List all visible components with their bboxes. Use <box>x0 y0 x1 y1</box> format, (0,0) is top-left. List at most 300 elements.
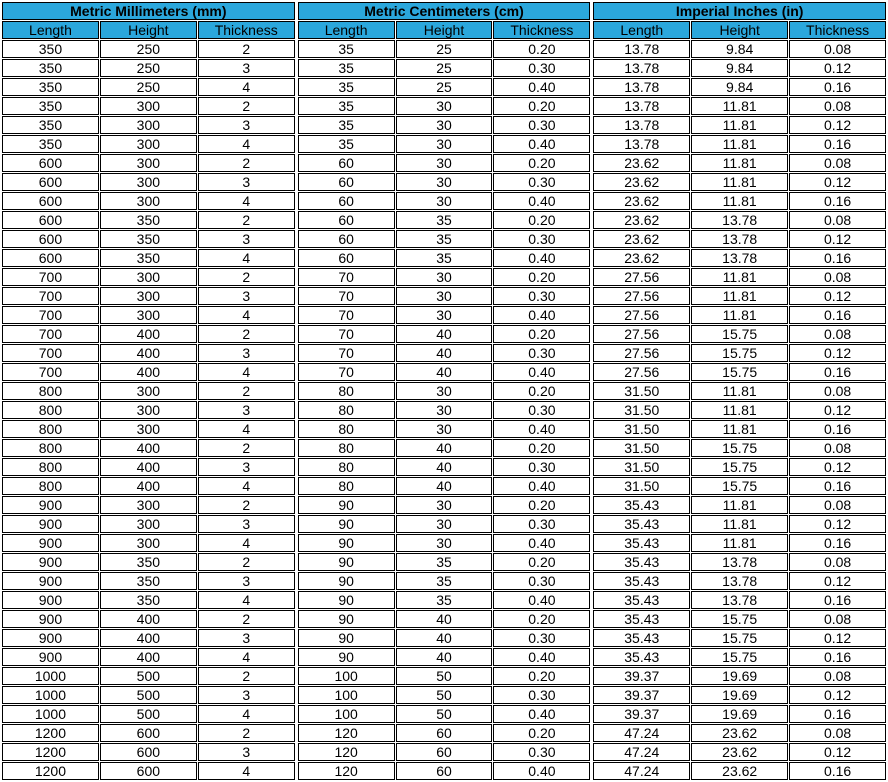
cell-height: 30 <box>396 116 493 134</box>
table-group-metric-mm <box>1 1 296 781</box>
cell-height: 11.81 <box>691 496 788 514</box>
cell-length: 60 <box>298 211 395 229</box>
cell-thickness: 0.20 <box>493 439 590 457</box>
cell-thickness: 3 <box>198 173 295 191</box>
cell-height: 50 <box>396 667 493 685</box>
cell-height: 600 <box>100 743 197 761</box>
group-title-row <box>2 2 295 20</box>
cell-thickness: 0.16 <box>789 306 886 324</box>
cell-length: 600 <box>2 192 99 210</box>
cell-thickness: 0.20 <box>493 211 590 229</box>
table-row <box>593 686 886 704</box>
cell-length: 27.56 <box>593 287 690 305</box>
cell-thickness: 2 <box>198 496 295 514</box>
cell-thickness: 2 <box>198 667 295 685</box>
cell-length: 70 <box>298 287 395 305</box>
cell-length: 700 <box>2 306 99 324</box>
cell-height: 30 <box>396 515 493 533</box>
cell-length: 27.56 <box>593 306 690 324</box>
table-row <box>2 420 295 438</box>
cell-height: 13.78 <box>691 249 788 267</box>
table-row <box>298 59 591 77</box>
table-row <box>298 287 591 305</box>
table-row <box>2 667 295 685</box>
table-row <box>2 705 295 723</box>
cell-height: 50 <box>396 686 493 704</box>
cell-height: 9.84 <box>691 59 788 77</box>
table-row <box>298 249 591 267</box>
cell-height: 400 <box>100 458 197 476</box>
cell-thickness: 0.12 <box>789 287 886 305</box>
cell-thickness: 0.12 <box>789 116 886 134</box>
column-header-length: Length <box>2 21 99 39</box>
table-row <box>593 496 886 514</box>
cell-height: 30 <box>396 382 493 400</box>
cell-height: 19.69 <box>691 705 788 723</box>
cell-height: 30 <box>396 401 493 419</box>
cell-thickness: 0.08 <box>789 439 886 457</box>
column-header-row <box>593 21 886 39</box>
cell-length: 31.50 <box>593 458 690 476</box>
cell-length: 100 <box>298 667 395 685</box>
cell-height: 400 <box>100 648 197 666</box>
cell-thickness: 0.20 <box>493 610 590 628</box>
cell-thickness: 0.30 <box>493 458 590 476</box>
cell-thickness: 0.20 <box>493 667 590 685</box>
cell-length: 100 <box>298 705 395 723</box>
table-row <box>298 591 591 609</box>
table-row <box>593 116 886 134</box>
cell-thickness: 3 <box>198 629 295 647</box>
cell-length: 800 <box>2 401 99 419</box>
cell-thickness: 0.08 <box>789 268 886 286</box>
cell-height: 300 <box>100 496 197 514</box>
cell-thickness: 0.08 <box>789 724 886 742</box>
cell-thickness: 0.16 <box>789 135 886 153</box>
cell-height: 40 <box>396 458 493 476</box>
cell-thickness: 0.30 <box>493 629 590 647</box>
table-row <box>2 629 295 647</box>
table-row <box>298 572 591 590</box>
table-row <box>2 249 295 267</box>
cell-length: 700 <box>2 268 99 286</box>
table-row <box>298 724 591 742</box>
cell-length: 27.56 <box>593 325 690 343</box>
cell-length: 35 <box>298 40 395 58</box>
cell-height: 25 <box>396 40 493 58</box>
table-row <box>298 496 591 514</box>
table-row <box>298 534 591 552</box>
cell-height: 11.81 <box>691 173 788 191</box>
cell-height: 35 <box>396 572 493 590</box>
cell-thickness: 0.12 <box>789 629 886 647</box>
table-row <box>2 496 295 514</box>
cell-height: 9.84 <box>691 78 788 96</box>
table-row <box>298 420 591 438</box>
cell-length: 47.24 <box>593 724 690 742</box>
cell-length: 31.50 <box>593 439 690 457</box>
cell-height: 13.78 <box>691 211 788 229</box>
column-header-height: Height <box>396 21 493 39</box>
cell-length: 27.56 <box>593 363 690 381</box>
cell-height: 50 <box>396 705 493 723</box>
cell-height: 250 <box>100 40 197 58</box>
cell-thickness: 0.30 <box>493 116 590 134</box>
column-header-height: Height <box>691 21 788 39</box>
table-row <box>593 553 886 571</box>
cell-thickness: 0.40 <box>493 363 590 381</box>
cell-height: 30 <box>396 154 493 172</box>
table-row <box>593 420 886 438</box>
cell-length: 90 <box>298 629 395 647</box>
cell-length: 350 <box>2 40 99 58</box>
table-row <box>298 211 591 229</box>
cell-height: 30 <box>396 306 493 324</box>
cell-height: 40 <box>396 325 493 343</box>
cell-length: 70 <box>298 325 395 343</box>
cell-length: 1000 <box>2 686 99 704</box>
group-title-cm: Metric Centimeters (cm) <box>298 2 591 20</box>
table-row <box>593 268 886 286</box>
cell-thickness: 0.30 <box>493 572 590 590</box>
cell-thickness: 4 <box>198 363 295 381</box>
cell-height: 13.78 <box>691 591 788 609</box>
cell-length: 120 <box>298 724 395 742</box>
table-row <box>2 724 295 742</box>
table-row <box>298 686 591 704</box>
cell-length: 35.43 <box>593 515 690 533</box>
cell-length: 60 <box>298 173 395 191</box>
table-row <box>2 287 295 305</box>
cell-height: 11.81 <box>691 154 788 172</box>
cell-thickness: 0.16 <box>789 249 886 267</box>
table-row <box>2 154 295 172</box>
table-row <box>2 268 295 286</box>
cell-length: 90 <box>298 534 395 552</box>
cell-height: 300 <box>100 401 197 419</box>
cell-thickness: 0.30 <box>493 230 590 248</box>
table-row <box>593 40 886 58</box>
cell-thickness: 3 <box>198 59 295 77</box>
cell-length: 70 <box>298 344 395 362</box>
table-row <box>298 306 591 324</box>
cell-length: 1200 <box>2 762 99 780</box>
cell-height: 15.75 <box>691 363 788 381</box>
cell-thickness: 0.08 <box>789 667 886 685</box>
cell-length: 80 <box>298 401 395 419</box>
column-header-length: Length <box>593 21 690 39</box>
cell-height: 13.78 <box>691 230 788 248</box>
cell-height: 15.75 <box>691 458 788 476</box>
cell-thickness: 3 <box>198 743 295 761</box>
cell-length: 31.50 <box>593 477 690 495</box>
cell-thickness: 0.20 <box>493 382 590 400</box>
table-row <box>2 401 295 419</box>
cell-thickness: 0.16 <box>789 705 886 723</box>
table-row <box>593 534 886 552</box>
cell-length: 13.78 <box>593 78 690 96</box>
cell-thickness: 0.20 <box>493 154 590 172</box>
cell-height: 9.84 <box>691 40 788 58</box>
table-row <box>298 762 591 780</box>
cell-thickness: 0.08 <box>789 553 886 571</box>
cell-thickness: 0.08 <box>789 154 886 172</box>
cell-length: 60 <box>298 230 395 248</box>
cell-thickness: 2 <box>198 97 295 115</box>
table-row <box>593 192 886 210</box>
cell-thickness: 4 <box>198 591 295 609</box>
cell-thickness: 4 <box>198 420 295 438</box>
table-row <box>298 173 591 191</box>
cell-thickness: 0.40 <box>493 420 590 438</box>
cell-thickness: 3 <box>198 686 295 704</box>
cell-height: 15.75 <box>691 648 788 666</box>
cell-length: 35.43 <box>593 610 690 628</box>
table-row <box>298 743 591 761</box>
cell-thickness: 0.16 <box>789 591 886 609</box>
cell-height: 30 <box>396 192 493 210</box>
cell-thickness: 2 <box>198 553 295 571</box>
cell-length: 600 <box>2 211 99 229</box>
cell-height: 23.62 <box>691 762 788 780</box>
table-row <box>593 154 886 172</box>
cell-thickness: 0.40 <box>493 306 590 324</box>
table-row <box>593 344 886 362</box>
cell-height: 350 <box>100 591 197 609</box>
cell-thickness: 0.16 <box>789 420 886 438</box>
cell-length: 23.62 <box>593 192 690 210</box>
cell-thickness: 0.12 <box>789 59 886 77</box>
table-row <box>593 211 886 229</box>
cell-length: 600 <box>2 230 99 248</box>
cell-height: 300 <box>100 534 197 552</box>
cell-length: 60 <box>298 154 395 172</box>
cell-thickness: 0.40 <box>493 534 590 552</box>
cell-length: 13.78 <box>593 40 690 58</box>
table-row <box>593 173 886 191</box>
cell-thickness: 2 <box>198 40 295 58</box>
cell-length: 23.62 <box>593 230 690 248</box>
table-row <box>2 553 295 571</box>
cell-thickness: 0.40 <box>493 705 590 723</box>
cell-length: 80 <box>298 458 395 476</box>
cell-length: 47.24 <box>593 762 690 780</box>
cell-length: 80 <box>298 477 395 495</box>
cell-length: 120 <box>298 743 395 761</box>
cell-thickness: 0.16 <box>789 534 886 552</box>
cell-length: 35 <box>298 97 395 115</box>
cell-length: 1200 <box>2 743 99 761</box>
cell-height: 25 <box>396 78 493 96</box>
cell-length: 900 <box>2 648 99 666</box>
table-row <box>298 363 591 381</box>
cell-height: 300 <box>100 515 197 533</box>
table-row <box>2 306 295 324</box>
cell-thickness: 4 <box>198 306 295 324</box>
table-row <box>298 705 591 723</box>
cell-thickness: 0.16 <box>789 192 886 210</box>
cell-length: 800 <box>2 382 99 400</box>
cell-thickness: 0.40 <box>493 648 590 666</box>
cell-height: 300 <box>100 192 197 210</box>
table-row <box>298 192 591 210</box>
cell-thickness: 3 <box>198 116 295 134</box>
table-row <box>2 78 295 96</box>
cell-height: 400 <box>100 439 197 457</box>
table-row <box>2 116 295 134</box>
cell-height: 11.81 <box>691 420 788 438</box>
cell-length: 35.43 <box>593 591 690 609</box>
cell-thickness: 2 <box>198 154 295 172</box>
cell-height: 11.81 <box>691 401 788 419</box>
table-row <box>593 724 886 742</box>
table-row <box>593 135 886 153</box>
cell-height: 15.75 <box>691 325 788 343</box>
table-row <box>298 325 591 343</box>
table-row <box>2 40 295 58</box>
cell-thickness: 0.16 <box>789 78 886 96</box>
cell-height: 30 <box>396 287 493 305</box>
cell-height: 35 <box>396 591 493 609</box>
table-row <box>593 59 886 77</box>
cell-thickness: 0.16 <box>789 363 886 381</box>
cell-thickness: 0.08 <box>789 97 886 115</box>
cell-height: 40 <box>396 648 493 666</box>
cell-length: 700 <box>2 287 99 305</box>
cell-height: 23.62 <box>691 743 788 761</box>
column-header-thickness: Thickness <box>198 21 295 39</box>
group-title-row <box>298 2 591 20</box>
table-row <box>2 382 295 400</box>
cell-thickness: 0.40 <box>493 249 590 267</box>
cell-height: 35 <box>396 249 493 267</box>
table-row <box>2 325 295 343</box>
cell-length: 90 <box>298 553 395 571</box>
table-row <box>593 477 886 495</box>
table-row <box>593 230 886 248</box>
table-row <box>593 762 886 780</box>
cell-thickness: 0.12 <box>789 230 886 248</box>
cell-thickness: 0.12 <box>789 173 886 191</box>
table-row <box>298 515 591 533</box>
cell-length: 120 <box>298 762 395 780</box>
table-row <box>298 629 591 647</box>
table-row <box>298 382 591 400</box>
cell-thickness: 3 <box>198 287 295 305</box>
cell-thickness: 0.30 <box>493 59 590 77</box>
group-title-mm: Metric Millimeters (mm) <box>2 2 295 20</box>
cell-height: 30 <box>396 420 493 438</box>
table-row <box>298 401 591 419</box>
table-row <box>298 78 591 96</box>
cell-thickness: 0.08 <box>789 382 886 400</box>
cell-thickness: 3 <box>198 458 295 476</box>
cell-thickness: 3 <box>198 515 295 533</box>
table-row <box>593 382 886 400</box>
table-row <box>2 363 295 381</box>
cell-height: 40 <box>396 477 493 495</box>
cell-thickness: 2 <box>198 325 295 343</box>
cell-thickness: 0.40 <box>493 762 590 780</box>
table-row <box>2 439 295 457</box>
cell-thickness: 3 <box>198 401 295 419</box>
table-row <box>298 268 591 286</box>
cell-length: 800 <box>2 439 99 457</box>
cell-thickness: 0.12 <box>789 572 886 590</box>
cell-thickness: 4 <box>198 648 295 666</box>
table-row <box>593 97 886 115</box>
cell-thickness: 0.30 <box>493 287 590 305</box>
cell-height: 350 <box>100 230 197 248</box>
table-group-metric-cm <box>297 1 592 781</box>
cell-height: 15.75 <box>691 477 788 495</box>
cell-height: 13.78 <box>691 572 788 590</box>
cell-length: 600 <box>2 249 99 267</box>
table-row <box>593 648 886 666</box>
cell-length: 90 <box>298 515 395 533</box>
cell-thickness: 0.30 <box>493 173 590 191</box>
cell-height: 13.78 <box>691 553 788 571</box>
cell-length: 31.50 <box>593 382 690 400</box>
cell-height: 250 <box>100 59 197 77</box>
cell-height: 400 <box>100 477 197 495</box>
table-row <box>2 591 295 609</box>
cell-thickness: 0.20 <box>493 268 590 286</box>
column-header-height: Height <box>100 21 197 39</box>
cell-length: 35 <box>298 78 395 96</box>
table-row <box>593 572 886 590</box>
cell-length: 900 <box>2 553 99 571</box>
cell-height: 300 <box>100 420 197 438</box>
cell-thickness: 4 <box>198 534 295 552</box>
cell-height: 400 <box>100 610 197 628</box>
cell-length: 39.37 <box>593 667 690 685</box>
group-title-row <box>593 2 886 20</box>
cell-length: 900 <box>2 515 99 533</box>
cell-length: 23.62 <box>593 211 690 229</box>
cell-height: 40 <box>396 629 493 647</box>
cell-height: 40 <box>396 610 493 628</box>
table-row <box>298 154 591 172</box>
cell-length: 900 <box>2 610 99 628</box>
cell-length: 350 <box>2 97 99 115</box>
cell-thickness: 0.08 <box>789 610 886 628</box>
cell-length: 80 <box>298 382 395 400</box>
cell-height: 11.81 <box>691 97 788 115</box>
cell-thickness: 0.08 <box>789 211 886 229</box>
table-row <box>298 40 591 58</box>
table-row <box>593 743 886 761</box>
cell-thickness: 2 <box>198 268 295 286</box>
cell-height: 11.81 <box>691 135 788 153</box>
cell-length: 1000 <box>2 667 99 685</box>
table-body-in <box>593 40 886 780</box>
cell-thickness: 4 <box>198 135 295 153</box>
cell-thickness: 0.20 <box>493 553 590 571</box>
column-header-thickness: Thickness <box>789 21 886 39</box>
cell-height: 23.62 <box>691 724 788 742</box>
table-row <box>2 762 295 780</box>
cell-length: 1000 <box>2 705 99 723</box>
cell-height: 300 <box>100 306 197 324</box>
column-header-thickness: Thickness <box>493 21 590 39</box>
cell-length: 27.56 <box>593 268 690 286</box>
cell-thickness: 0.30 <box>493 686 590 704</box>
cell-length: 35.43 <box>593 553 690 571</box>
cell-length: 900 <box>2 591 99 609</box>
table-row <box>2 515 295 533</box>
cell-thickness: 0.12 <box>789 458 886 476</box>
